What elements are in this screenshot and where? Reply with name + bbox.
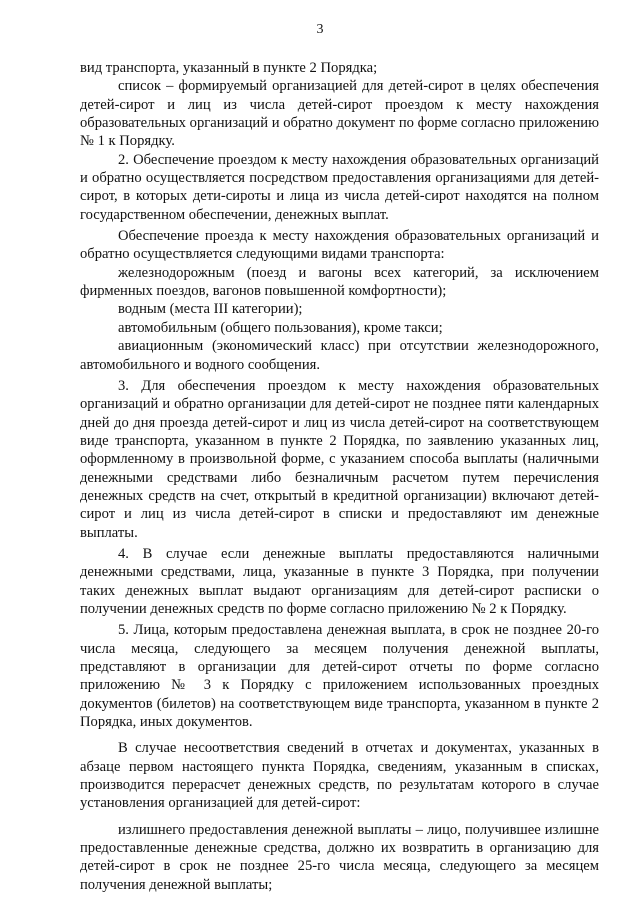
paragraph-list-definition: список – формируемый организацией для детей-сирот в целях обеспечения детей-сирот и лиц из числа детей-сирот проездом к месту нахождения образовательных организаций и обратно документ по форме согласно приложению № 1 к Порядку. (80, 78, 599, 150)
paragraph-transport-type-definition: вид транспорта, указанный в пункте 2 Порядка; (80, 60, 378, 76)
paragraph-railway: железнодорожным (поезд и вагоны всех категорий, за исключением фирменных поездов, вагонов повышенной комфортности); (80, 264, 599, 300)
paragraph-item-2: 2. Обеспечение проездом к месту нахождения образовательных организаций и обратно осуществляется посредством предоставления организациями для детей-сирот, в которых дети-сироты и лица из числа детей-сирот находятся на полном государственном обеспечении, денежных выплат. (80, 151, 599, 223)
paragraph-recalculation: В случае несоответствия сведений в отчетах и документах, указанных в абзаце первом настоящего пункта Порядка, сведениям, указанным в списках, производится перерасчет денежных средств, по результатам которого в случае установления организацией для детей-сирот: (80, 740, 599, 812)
paragraph-excess-payment: излишнего предоставления денежной выплаты – лицо, получившее излишне предоставленные денежные средства, должно их возвратить в организацию для детей-сирот в срок не позднее 25-го числа месяца, следующего за месяцем получения денежной выплаты; (80, 821, 599, 893)
page-number: 3 (316, 22, 324, 37)
paragraph-air: авиационным (экономический класс) при отсутствии железнодорожного, автомобильного и водного сообщения. (80, 338, 599, 373)
paragraph-road: автомобильным (общего пользования), кроме такси; (118, 319, 443, 336)
document-body (80, 59, 599, 894)
paragraph-item-3: 3. Для обеспечения проездом к месту нахождения образовательных организаций и обратно организации для детей-сирот не позднее пяти календарных дней до дня проезда детей-сирот и лиц из числа детей-сирот на соответствующем виде транспорта, указанном в пункте 2 Порядка, по заявлению указанных лиц, оформленному в произвольной форме, с указанием способа выплаты (наличными денежными средствами либо безналичным расчетом путем перечисления денежных средств на счет, открытый в кредитной организации) включают детей-сирот и лиц из числа детей-сирот в списки и предоставляют им денежные выплаты. (80, 377, 599, 541)
paragraph-transport-kinds-intro: Обеспечение проезда к месту нахождения образовательных организаций и обратно осуществляется следующими видами транспорта: (80, 228, 599, 263)
paragraph-item-4: 4. В случае если денежные выплаты предоставляются наличными денежными средствами, лица, указанные в пункте 3 Порядка, при получении таких денежных выплат выдают организациям для детей-сирот расписки о получении денежных средств по форме согласно приложению № 2 к Порядку. (80, 545, 599, 617)
paragraph-item-5: 5. Лица, которым предоставлена денежная выплата, в срок не позднее 20-го числа месяца, следующего за месяцем получения денежной выплаты, представляют в организации для детей-сирот отчеты по форме согласно приложению № 3 к Порядку с приложением использованных проездных документов (билетов) на соответствующем виде транспорта, указанном в пункте 2 Порядка, иных документов. (80, 622, 599, 731)
paragraph-water: водным (места III категории); (118, 301, 303, 318)
